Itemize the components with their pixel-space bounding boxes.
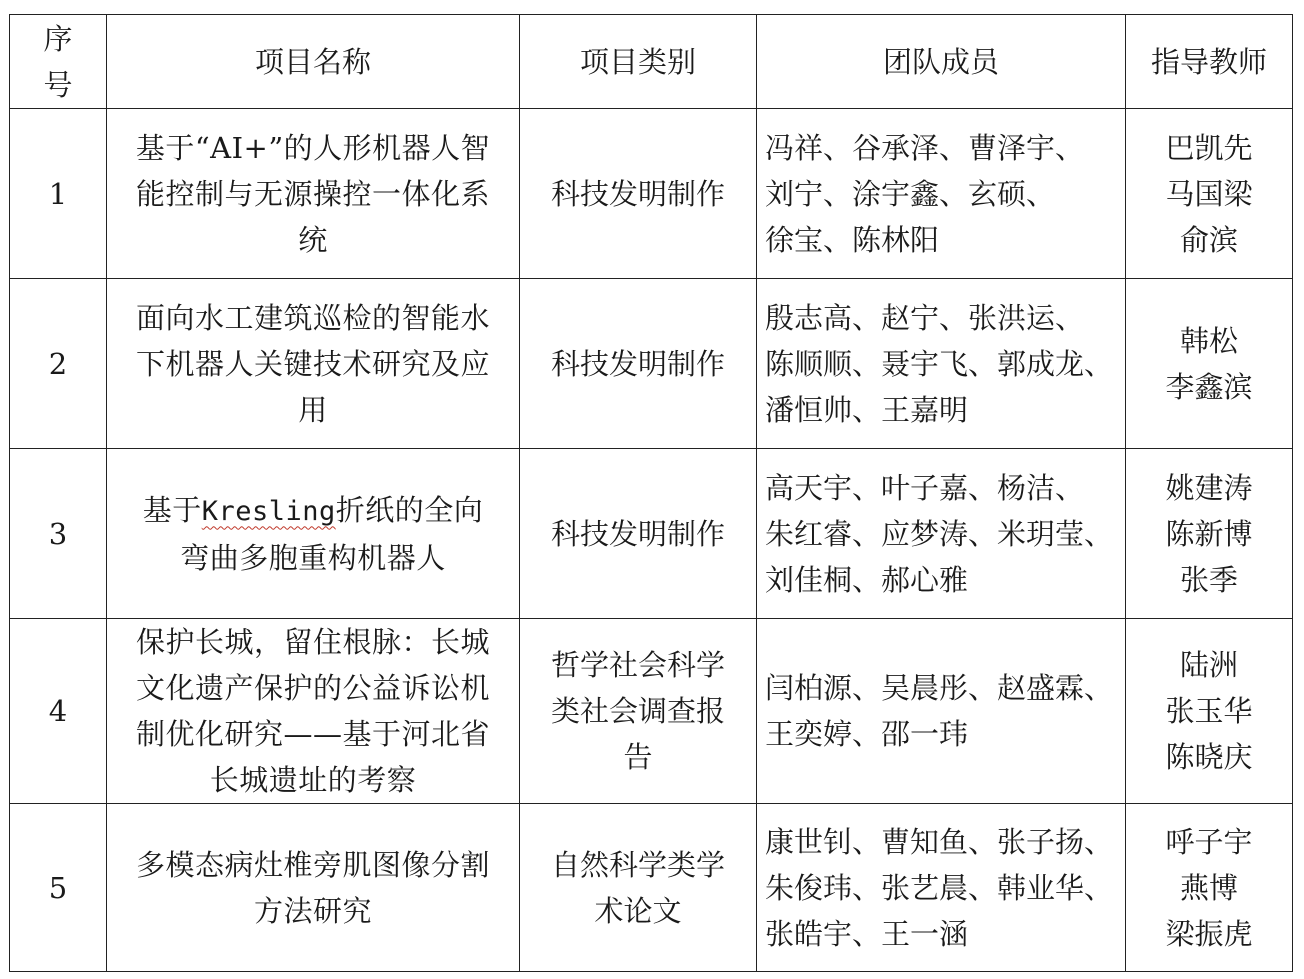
- project-name-line: 多模态病灶椎旁肌图像分割: [135, 847, 490, 882]
- project-category: [520, 109, 757, 279]
- project-name: [107, 279, 520, 449]
- category-line: 类社会调查报: [550, 694, 725, 728]
- project-name-line: [115, 487, 511, 535]
- advisor-name: 陈新博: [1165, 516, 1253, 551]
- header-category: 项目类别: [520, 15, 757, 109]
- category-line: 自然科学类学: [550, 847, 725, 882]
- project-name-line: 方法研究: [253, 893, 372, 928]
- project-name-line: 制优化研究——基于河北省: [135, 717, 490, 751]
- team-line: 殷志高、赵宁、张洪运、: [765, 300, 1085, 335]
- project-name-line: 统: [298, 222, 328, 257]
- row-num: 3: [10, 449, 107, 619]
- advisor-name: 李鑫滨: [1165, 369, 1253, 404]
- advisor-name: 张玉华: [1165, 694, 1253, 728]
- advisors: [1126, 804, 1293, 972]
- table-row: [10, 619, 1293, 804]
- team-line: 刘宁、涂宇鑫、玄硕、: [765, 176, 1056, 211]
- team-line: 闫柏源、吴晨彤、赵盛霖、: [765, 671, 1114, 705]
- advisor-name: 呼子宇: [1165, 824, 1253, 859]
- team-members: [757, 619, 1126, 804]
- category-line: 科技发明制作: [550, 176, 725, 211]
- team-line: 朱红睿、应梦涛、米玥莹、: [765, 516, 1114, 551]
- team-members: [757, 449, 1126, 619]
- advisor-name: 巴凯先: [1165, 130, 1253, 165]
- advisors: [1126, 279, 1293, 449]
- project-name: [107, 804, 520, 972]
- team-members: [757, 804, 1126, 972]
- row-num: 1: [10, 109, 107, 279]
- header-team: 团队成员: [757, 15, 1126, 109]
- team-members: [757, 279, 1126, 449]
- advisor-name: 姚建涛: [1165, 470, 1253, 505]
- project-name: [107, 109, 520, 279]
- project-name-line: 基于“AI+”的人形机器人智: [135, 130, 491, 165]
- team-line: 陈顺顺、聂宇飞、郭成龙、: [765, 346, 1114, 381]
- project-name-prefix: 基于: [142, 492, 202, 527]
- project-name-line: 文化遗产保护的公益诉讼机: [135, 671, 490, 705]
- advisors: [1126, 449, 1293, 619]
- team-line: 冯祥、谷承泽、曹泽宇、: [765, 130, 1085, 165]
- advisors: [1126, 619, 1293, 804]
- project-category: [520, 449, 757, 619]
- team-line: 张皓宇、王一涵: [765, 916, 969, 951]
- advisor-name: 马国梁: [1165, 176, 1253, 211]
- team-line: 刘佳桐、郝心雅: [765, 562, 969, 597]
- advisor-name: 韩松: [1179, 323, 1238, 358]
- advisor-name: 燕博: [1179, 870, 1238, 905]
- advisor-name: 张季: [1179, 562, 1238, 597]
- row-num: 5: [10, 804, 107, 972]
- advisor-name: 陈晓庆: [1165, 740, 1253, 774]
- project-name: [107, 619, 520, 804]
- header-name: 项目名称: [107, 15, 520, 109]
- header-num-text: 序 号: [43, 21, 73, 102]
- category-line: 科技发明制作: [550, 516, 725, 551]
- advisor-name: 陆洲: [1179, 648, 1238, 682]
- advisor-name: 梁振虎: [1165, 916, 1253, 951]
- advisors: [1126, 109, 1293, 279]
- category-line: 科技发明制作: [550, 346, 725, 381]
- project-category: [520, 804, 757, 972]
- team-members: [757, 109, 1126, 279]
- project-name-line: 保护长城，留住根脉：长城: [135, 625, 490, 659]
- project-name-latin-term: Kresling: [201, 495, 336, 527]
- team-line: 潘恒帅、王嘉明: [765, 392, 969, 427]
- team-line: 康世钊、曹知鱼、张子扬、: [765, 824, 1114, 859]
- category-line: 术论文: [594, 893, 682, 928]
- table-row: [10, 449, 1293, 619]
- header-num: [10, 15, 107, 109]
- table-row: [10, 109, 1293, 279]
- category-line: 哲学社会科学: [550, 648, 725, 682]
- project-name-line: 长城遗址的考察: [209, 763, 417, 797]
- header-advisor: 指导教师: [1126, 15, 1293, 109]
- table-header-row: [10, 15, 1293, 109]
- team-line: 高天宇、叶子嘉、杨洁、: [765, 470, 1085, 505]
- project-name-line: 用: [298, 392, 328, 427]
- table-row: [10, 804, 1293, 972]
- category-line: 告: [623, 740, 653, 774]
- team-line: 徐宝、陈林阳: [765, 222, 940, 257]
- project-name-line: 下机器人关键技术研究及应: [135, 346, 490, 381]
- team-line: 王奕婷、邵一玮: [765, 717, 969, 751]
- project-name-line: 面向水工建筑巡检的智能水: [135, 300, 490, 335]
- projects-table: [9, 14, 1293, 972]
- table-row: [10, 279, 1293, 449]
- project-category: [520, 279, 757, 449]
- project-name-line: 弯曲多胞重构机器人: [180, 540, 446, 575]
- row-num: 2: [10, 279, 107, 449]
- row-num: 4: [10, 619, 107, 804]
- project-name-line: 能控制与无源操控一体化系: [135, 176, 490, 211]
- project-name-suffix: 折纸的全向: [335, 492, 484, 527]
- project-name: [107, 449, 520, 619]
- team-line: 朱俊玮、张艺晨、韩业华、: [765, 870, 1114, 905]
- advisor-name: 俞滨: [1179, 222, 1238, 257]
- project-category: [520, 619, 757, 804]
